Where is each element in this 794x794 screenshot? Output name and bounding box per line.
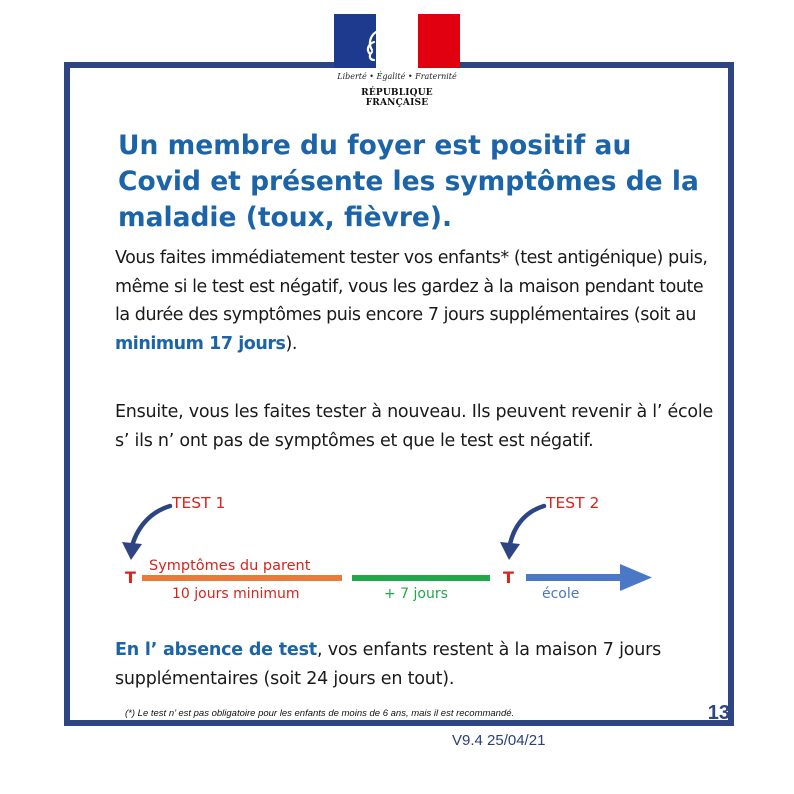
page-number: 13 xyxy=(707,702,730,724)
phase3-label: école xyxy=(542,586,580,602)
motto: Liberté • Égalité • Fraternité xyxy=(337,72,457,81)
test2-pointer-arrow xyxy=(509,506,544,550)
test2-arrowhead-icon xyxy=(500,542,520,560)
test1-pointer-arrow xyxy=(131,506,170,550)
version-label: V9.4 25/04/21 xyxy=(452,732,546,749)
marianne-icon xyxy=(334,14,460,68)
paragraph-instructions-text: Vous faites immédiatement tester vos enfants* (test antigénique) puis, même si le test est négatif, vous les gardez à la maison pendant toute la durée des symptômes puis encore 7 jours supplémentaires (soit au xyxy=(115,248,708,325)
test2-label: TEST 2 xyxy=(546,494,600,512)
phase1-label: Symptômes du parent xyxy=(149,558,311,574)
paragraph-retest: Ensuite, vous les faites tester à nouveau. Ils peuvent revenir à l’ école s’ ils n’ ont pas de symptômes et que le test est négatif. xyxy=(115,402,714,451)
republique-francaise-logo xyxy=(334,14,460,106)
phase3-bar xyxy=(526,574,622,581)
test1-arrowhead-icon xyxy=(122,542,142,560)
tricolor-flag xyxy=(334,14,460,68)
phase1-bar xyxy=(142,575,342,581)
test1-label: TEST 1 xyxy=(172,494,226,512)
footnote: (*) Le test n’ est pas obligatoire pour les enfants de moins de 6 ans, mais il est recommandé. xyxy=(125,708,515,719)
minimum-days-highlight: minimum 17 jours xyxy=(115,333,286,354)
page-title: Un membre du foyer est positif au Covid et présente les symptômes de la maladie (toux, fièvre). xyxy=(118,130,699,233)
test1-marker: T xyxy=(125,568,136,587)
no-test-highlight: En l’ absence de test xyxy=(115,640,317,660)
phase2-bar xyxy=(352,575,490,581)
phase1-duration: 10 jours minimum xyxy=(172,586,300,602)
phase3-arrowhead-icon xyxy=(620,564,652,591)
phase2-duration: + 7 jours xyxy=(384,586,448,602)
paragraph-instructions-end: ). xyxy=(285,333,297,354)
paragraph-no-test-text: , vos enfants restent à la maison 7 jours supplémentaires (soit 24 jours en tout). xyxy=(115,640,662,689)
country-name: RÉPUBLIQUE FRANÇAISE xyxy=(361,88,433,108)
test2-marker: T xyxy=(503,568,514,587)
